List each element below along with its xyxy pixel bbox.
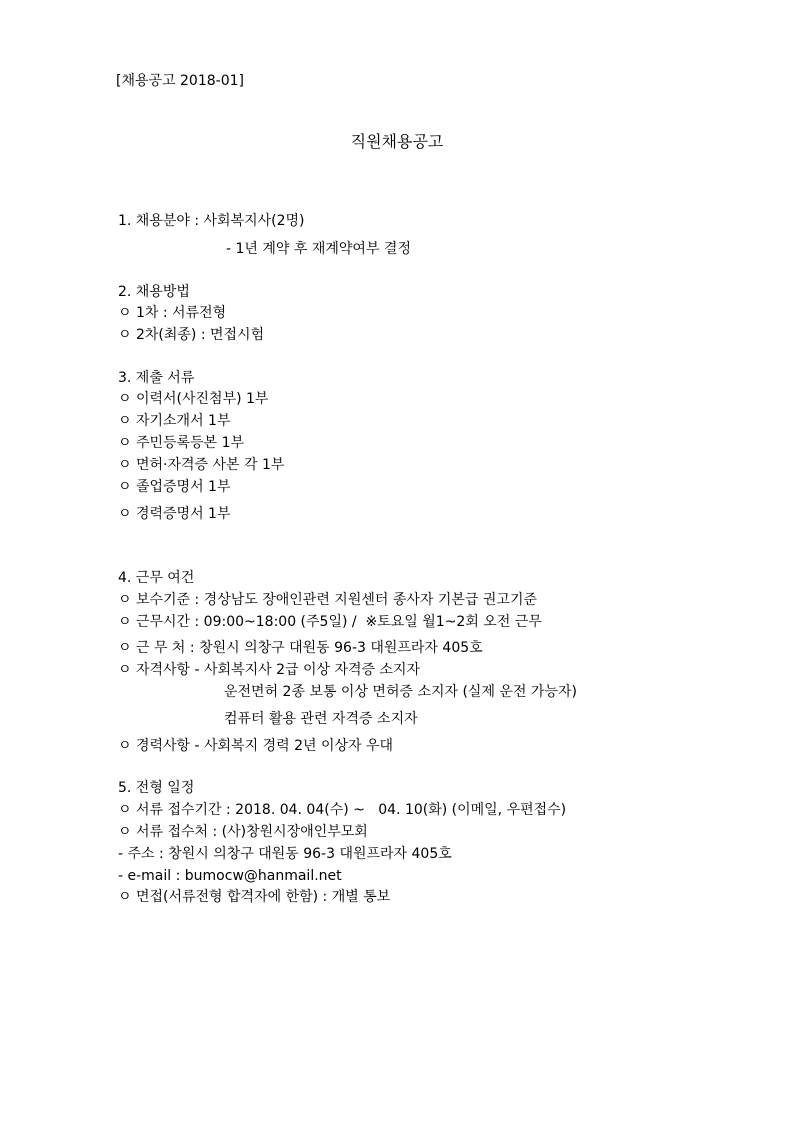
qualification-line-3: 컴퓨터 활용 관련 자격증 소지자 — [224, 711, 418, 727]
list-item: ㅇ 경력증명서 1부 — [118, 506, 231, 522]
interview-line: ㅇ 면접(서류전형 합격자에 한함) : 개별 통보 — [118, 889, 391, 905]
section5-heading: 5. 전형 일정 — [118, 780, 195, 796]
qualification-line-2: 운전면허 2종 보통 이상 면허증 소지자 (실제 운전 가능자) — [224, 684, 577, 700]
section3-heading: 3. 제출 서류 — [118, 370, 195, 386]
experience-line: ㅇ 경력사항 - 사회복지 경력 2년 이상자 우대 — [118, 738, 394, 754]
list-item: ㅇ 이력서(사진첨부) 1부 — [118, 391, 269, 407]
page-title: 직원채용공고 — [350, 132, 444, 151]
list-item: ㅇ 1차 : 서류전형 — [118, 305, 227, 321]
notice-number: [채용공고 2018-01] — [116, 73, 244, 89]
period-line: ㅇ 서류 접수기간 : 2018. 04. 04(수) ~ 04. 10(화) (이메일, 우편접수) — [118, 802, 567, 818]
workplace-line: ㅇ 근 무 처 : 창원시 의창구 대원동 96-3 대원프라자 405호 — [118, 640, 483, 656]
list-item: ㅇ 2차(최종) : 면접시험 — [118, 327, 265, 343]
section1-note: - 1년 계약 후 재계약여부 결정 — [226, 241, 411, 257]
section1-heading: 1. 채용분야 : 사회복지사(2명) — [118, 213, 305, 229]
email-line: - e-mail : bumocw@hanmail.net — [118, 868, 342, 884]
list-item: ㅇ 주민등록등본 1부 — [118, 435, 244, 451]
hours-line: ㅇ 근무시간 : 09:00~18:00 (주5일) / ※토요일 월1~2회 오전 근무 — [118, 614, 542, 630]
receiver-line: ㅇ 서류 접수처 : (사)창원시장애인부모회 — [118, 824, 368, 840]
list-item: ㅇ 졸업증명서 1부 — [118, 479, 231, 495]
section4-heading: 4. 근무 여건 — [118, 570, 195, 586]
qualification-line: ㅇ 자격사항 - 사회복지사 2급 이상 자격증 소지자 — [118, 662, 421, 678]
section2-heading: 2. 채용방법 — [118, 284, 190, 300]
salary-line: ㅇ 보수기준 : 경상남도 장애인관련 지원센터 종사자 기본급 권고기준 — [118, 592, 537, 608]
address-line: - 주소 : 창원시 의창구 대원동 96-3 대원프라자 405호 — [118, 846, 452, 862]
list-item: ㅇ 면허·자격증 사본 각 1부 — [118, 457, 285, 473]
list-item: ㅇ 자기소개서 1부 — [118, 413, 231, 429]
